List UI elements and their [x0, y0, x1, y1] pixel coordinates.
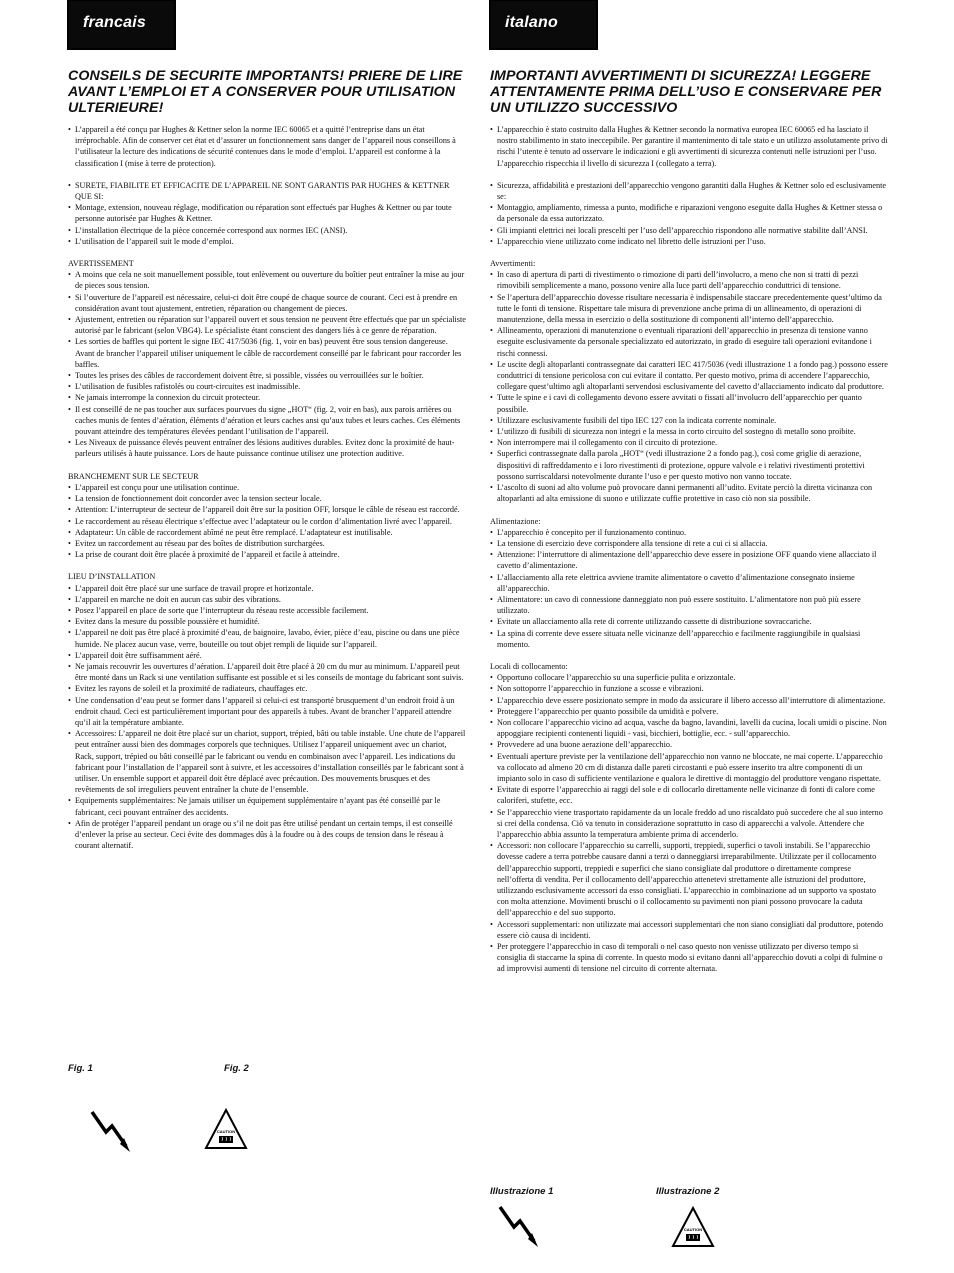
illustrazione2-label: Illustrazione 2 [656, 1186, 720, 1197]
list-item: • Se l’apertura dell’apparecchio dovesse risultare necessaria è indispensabile staccare precedentemente quest’ultimo da tutte le fonti di tensione. Rispettare tale misura di prevenzione anche prima di un allineamento, di operazioni di manutenzione, della messa in esercizio o della sostituzione di componenti all’interno dell’apparecchio. [490, 292, 889, 326]
list-item: • L’apparecchio deve essere posizionato sempre in modo da assicurare il libero accesso all’interruttore di alimentazione. [490, 695, 889, 706]
list-item: • Adaptateur: Un câble de raccordement abîmé ne peut être remplacé. L’adaptateur est inutilisable. [68, 527, 467, 538]
list-item: • L’ascolto di suoni ad alto volume può provocare danni permanenti all’udito. Evitate perciò la diretta vicinanza con altoparlanti ad alta emissione di suono e utilizzate cuffie protettive in caso ciò non sia possibile. [490, 482, 889, 504]
avvertimenti-list [490, 269, 889, 504]
list-item: • La prise de courant doit être placée à proximité de l’appareil et facile à atteindre. [68, 549, 467, 560]
lightning-bolt-icon [496, 1203, 540, 1249]
list-item: • Evitez dans la mesure du possible poussière et humidité. [68, 616, 467, 627]
lieu-list [68, 583, 467, 852]
locali-list [490, 672, 889, 974]
avertissement-list [68, 269, 467, 459]
garanzia-list [490, 180, 889, 247]
list-item: • Gli impianti elettrici nei locali prescelti per l’uso dell’apparecchio rispondono alle normative stabilite dall’ANSI. [490, 225, 889, 236]
tab-francais [68, 0, 175, 49]
list-item: • Equipements supplémentaires: Ne jamais utiliser un équipement supplémentaire n’ayant pas été conseillé par le fabricant, ceci pouvant entraîner des accidents. [68, 795, 467, 817]
intro-paragraph: • L’appareil a été conçu par Hughes & Kettner selon la norme IEC 60065 et a quitté l’entreprise dans un état irréprochable. Afin de conserver cet état et d’assurer un fonctionnement sans danger de l’appareil nous conseillons à l’utilisateur la lecture des indications de sécurité contenues dans le mode d’emploi. L’appareil est conforme à la classification I (mise à terre de protection). [68, 124, 467, 169]
section-label: LIEU D’INSTALLATION [68, 572, 156, 582]
list-item: • La spina di corrente deve essere situata nelle vicinanze dell’apparecchio e facilmente raggiungibile in qualsiasi momento. [490, 628, 889, 650]
intro-paragraph: • L’apparecchio è stato costruito dalla Hughes & Kettner secondo la normativa europea IEC 60065 ed ha lasciato il nostro stabilimento in stato ineccepibile. Per garantire il mantenimento di tale stato e un utilizzo assolutamente privo di rischi l’utente è tenuto ad osservare le indicazioni e gli avvertimenti di sicurezza contenuti nelle istruzioni per l’uso. L’apparecchio rispecchia il livello di sicurezza I (collegato a terra). [490, 124, 889, 169]
tab-label: francais [83, 14, 146, 31]
list-item: • Attenzione: l’interruttore di alimentazione dell’apparecchio deve essere in posizione OFF quando viene allacciato il cavetto d’alimentazione. [490, 549, 889, 571]
list-item: • Posez l’appareil en place de sorte que l’interrupteur du réseau reste accessible facilement. [68, 605, 467, 616]
section-label: AVERTISSEMENT [68, 259, 134, 269]
list-item: • In caso di apertura di parti di rivestimento o rimozione di parti dell’involucro, a meno che non si tratti di pezzi rimovibili semplicemente a mano, possono venire alla luce parti dell’apparecchio conduttrici di tensione. [490, 269, 889, 291]
tab-label: italano [505, 14, 558, 31]
list-item: • Accessoires: L’appareil ne doit être placé sur un chariot, support, trépied, bâti ou table instable. Une chute de l’appareil peut entraîner aussi bien des dommages corporels que techniques. Utilisez l’appareil uniquement avec un chariot, Rack, support, trépied ou bâti conseillé par le fabricant ou vendu en combinaison avec l’appareil. Les indications du fabricant pour l’installation de l’appareil sont à suivre, et les accessoires d’installation conseillés par le fabricant sont à utiliser. Un ensemble support et appareil doit être déplacé avec précaution. Des mouvements brusques et des revêtements de sol irreguliers peuvent entraîner la chute de l’ensemble. [68, 728, 467, 795]
list-item: • Les Niveaux de puissance élevés peuvent entraîner des lésions auditives durables. Evitez donc la proximité de haut-parleurs utilisés à haute puissance. Lors de haute puissance continue utilisez une protection auditive. [68, 437, 467, 459]
list-item: • Evitez un raccordement au réseau par des boîtes de distribution surchargées. [68, 538, 467, 549]
list-item: • L’apparecchio è concepito per il funzionamento continuo. [490, 527, 889, 538]
section-label: BRANCHEMENT SUR LE SECTEUR [68, 471, 199, 481]
list-item: • Toutes les prises des câbles de raccordement doivent être, si possible, vissées ou verrouillées sur le boîtier. [68, 370, 467, 381]
garantie-list [68, 180, 467, 247]
list-item: • Montage, extension, nouveau réglage, modification ou réparation sont effectués par Hughes & Kettner ou par toute personne autorisée par Hughes & Kettner. [68, 202, 467, 224]
list-item: • Evitez les rayons de soleil et la proximité de radiateurs, chauffages etc. [68, 683, 467, 694]
illustrazione1-label: Illustrazione 1 [490, 1186, 554, 1197]
heading-italiano: IMPORTANTI AVVERTIMENTI DI SICUREZZA! LEGGERE ATTENTAMENTE PRIMA DELL’USO E CONSERVARE PER UN UTILIZZO SUCCESSIVO [490, 68, 882, 116]
list-item: • Accessori: non collocare l’apparecchio su carrelli, supporti, treppiedi, superfici o tavoli instabili. Se l’apparecchio dovesse cadere a terra potrebbe causare danni a terzi o danneggiarsi irreparabilmente. Utilizzate per il collocamento dell’apparecchio supporti, treppiedi e superfici che siano consigliate dal produttore o direttamente comprese nell’offerta di vendita. Per il collocamento dell’apparecchio attenetevi strettamente alle istruzioni del produttore, utilizzando esclusivamente accessori da esso consigliati. L’apparecchio in combinazione ad un supporto va spostato con molta attenzione. Movimenti bruschi o il collocamento su pavimenti non piani possono provocare la caduta dell’apparecchio e del suo supporto. [490, 840, 889, 918]
list-item: • Opportuno collocare l’apparecchio su una superficie pulita e orizzontale. [490, 672, 889, 683]
list-item: • Superfici contrassegnate dalla parola „HOT“ (vedi illustrazione 2 a fondo pag.), così come griglie di aerazione, dispositivi di raffreddamento e i loro rivestimenti di protezione, oppure valvole e i relativi rivestimenti protettivi possono surriscaldarsi notevolmente durante l’uso e per questo motivo non vanno toccate. [490, 448, 889, 482]
heading-francais: CONSEILS DE SECURITE IMPORTANTS! PRIERE DE LIRE AVANT L’EMPLOI ET A CONSERVER POUR UTILISATION ULTERIEURE! [68, 68, 463, 116]
list-item: • Ajustement, entretien ou réparation sur l’appareil ouvert et sous tension ne peuvent être effectués que par un spécialiste autorisé par le fabricant (selon VBG4). Le spécialiste étant conscient des dangers liés à ce genre de réparation. [68, 314, 467, 336]
list-item: • Se l’apparecchio viene trasportato rapidamente da un locale freddo ad uno riscaldato può succedere che al suo interno si crei della condensa. Ciò va tenuto in considerazione soprattutto in caso di apparecchi a valvole. Attendere che l’apparecchio abbia assunto la temperatura ambiente prima di accenderlo. [490, 807, 889, 841]
list-item: • Attention: L’interrupteur de secteur de l’appareil doit être sur la position OFF, lorsque le câble de réseau est raccordé. [68, 504, 467, 515]
list-item: • L’appareil en marche ne doit en aucun cas subir des vibrations. [68, 594, 467, 605]
list-item: • Une condensation d’eau peut se former dans l’appareil si celui-ci est transporté brusquement d’un endroit froid à un endroit chaud. Ceci est particulièrement important pour des appareils à tubes. Avant de brancher l’appareil attendre qu’il ait la température ambiante. [68, 695, 467, 729]
list-item: • Alimentatore: un cavo di connessione danneggiato non può essere sostituito. L’alimentatore non può più essere utilizzato. [490, 594, 889, 616]
list-item: • La tension de fonctionnement doit concorder avec la tension secteur locale. [68, 493, 467, 504]
list-item: • SURETE, FIABILITE ET EFFICACITE DE L’APPAREIL NE SONT GARANTIS PAR HUGHES & KETTNER QUE SI: [68, 180, 467, 202]
caution-text: CAUTION [683, 1227, 703, 1232]
list-item: • Proteggere l’apparecchio per quanto possibile da umidità e polvere. [490, 706, 889, 717]
list-item: • L’appareil ne doit pas être placé à proximité d’eau, de baignoire, lavabo, évier, pièce d’eau, piscine ou dans une pièce humide. Ne placez aucun vase, verre, bouteille ou tout objet rempli de liquide sur l’appareil. [68, 627, 467, 649]
list-item: • Le uscite degli altoparlanti contrassegnate dai caratteri IEC 417/5036 (vedi illustrazione 1 a fondo pag.) possono essere conduttrici di tensione pericolosa con cui evitare il contatto. Per questo motivo, prima di accendere l’apparecchio, collegare quest’ultimo agli altoparlanti servendosi esclusivamente del cavetto d’allacciamento indicato dal produttore. [490, 359, 889, 393]
list-item: • L’appareil doit être placé sur une surface de travail propre et horizontale. [68, 583, 467, 594]
list-item: • Les sorties de baffles qui portent le signe IEC 417/5036 (fig. 1, voir en bas) peuvent être sous tension dangereuse. Avant de brancher l’appareil utiliser uniquement le câble de raccordement conseillé par le fabricant pour raccorder les baffles. [68, 336, 467, 370]
fig2-label: Fig. 2 [224, 1063, 249, 1074]
list-item: • Ne jamais interrompe la connexion du circuit protecteur. [68, 392, 467, 403]
list-item: • L’appareil est conçu pour une utilisation continue. [68, 482, 467, 493]
section-label: Avvertimenti: [490, 259, 536, 269]
list-item: • L’appareil doit être suffisamment aéré. [68, 650, 467, 661]
list-item: • L’utilisation de fusibles rafistolés ou court-circuites est inadmissible. [68, 381, 467, 392]
list-item: • A moins que cela ne soit manuellement possible, tout enlèvement ou ouverture du boîtier peut entraîner la mise au jour de pieces sous tension. [68, 269, 467, 291]
list-item: • Accessori supplementari: non utilizzate mai accessori supplementari che non siano consigliati dal produttore, potendo essere ciò causa di incidenti. [490, 919, 889, 941]
body-francais [68, 124, 467, 851]
section-label: Locali di collocamento: [490, 661, 568, 671]
lightning-bolt-icon [88, 1108, 132, 1154]
list-item: • Afin de protéger l’appareil pendant un orage ou s’il ne doit pas être utilisé pendant un certain temps, il est conseillé d’enlever la prise au secteur. Ceci évite des dommages dûs à la foudre ou à des coups de tension dans le réseau à courant alternatif. [68, 818, 467, 852]
section-label: Alimentazione: [490, 516, 541, 526]
list-item: • Utilizzare esclusivamente fusibili del tipo IEC 127 con la indicata corrente nominale. [490, 415, 889, 426]
list-item: • Evitate di esporre l’apparecchio ai raggi del sole e di collocarlo direttamente nelle vicinanze di fonti di calore come caloriferi, stufette, ecc. [490, 784, 889, 806]
list-item: • Evitate un allacciamento alla rete di corrente utilizzando cassette di distribuzione sovraccariche. [490, 616, 889, 627]
hot-surface-warning-icon [670, 1206, 716, 1248]
list-item: • Sicurezza, affidabilità e prestazioni dell’apparecchio vengono garantiti dalla Hughes & Kettner solo ed esclusivamente se: [490, 180, 889, 202]
list-item: • La tensione di esercizio deve corrispondere alla tensione di rete a cui ci si allaccia. [490, 538, 889, 549]
fig1-label: Fig. 1 [68, 1063, 93, 1074]
list-item: • Montaggio, ampliamento, rimessa a punto, modifiche e riparazioni vengono eseguite dalla Hughes & Kettner stessa o da personale da essa autorizzato. [490, 202, 889, 224]
list-item: • Il est conseillé de ne pas toucher aux surfaces pourvues du signe „HOT“ (fig. 2, voir en bas), aux parois arrières ou caches munis de fentes d’aération, éléments d’aération et leurs caches ansi qu’aux tubes et leurs caches. Ces éléments pouvant atteindre des températures élevées pendant l’utilisation de l’appareil. [68, 404, 467, 438]
list-item: • Allineamento, operazioni di manutenzione o eventuali riparazioni dell’apparecchio in presenza di tensione vanno eseguite esclusivamente da personale specializzato ed autorizzato, in grado di eseguire tali operazioni evitandone i rischi connessi. [490, 325, 889, 359]
tab-italiano [490, 0, 597, 49]
list-item: • Per proteggere l’apparecchio in caso di temporali o nel caso questo non venisse utilizzato per diverso tempo si consiglia di staccarne la spina di corrente. In questo modo si evitano danni all’apparecchio dovuti a colpi di fulmine o ad improvvisi aumenti di tensione nel circuito di corrente alternata. [490, 941, 889, 975]
list-item: • L’utilisation de l’appareil suit le mode d’emploi. [68, 236, 467, 247]
list-item: • Non interrompere mai il collegamento con il circuito di protezione. [490, 437, 889, 448]
list-item: • Ne jamais recouvrir les ouvertures d’aération. L’appareil doit être placé à 20 cm du mur au minimum. L’appareil peut être monté dans un Rack si une ventilation suffisante est possible et si les conseils de montage du fabricant sont suivis. [68, 661, 467, 683]
list-item: • L’apparecchio viene utilizzato come indicato nel libretto delle istruzioni per l’uso. [490, 236, 889, 247]
list-item: • Si l’ouverture de l’appareil est nécessaire, celui-ci doit être coupé de chaque source de courant. Ceci est à prendre en considération avant tout ajustement, entretien, réparation ou changement de pieces. [68, 292, 467, 314]
body-italiano [490, 124, 889, 975]
caution-text: CAUTION [216, 1129, 236, 1134]
list-item: • L’allacciamento alla rete elettrica avviene tramite alimentatore o cavetto d’alimentazione consegnato insieme all’apparecchio. [490, 572, 889, 594]
list-item: • Non sottoporre l’apparecchio in funzione a scosse e vibrazioni. [490, 683, 889, 694]
list-item: • Eventuali aperture previste per la ventilazione dell’apparecchio non vanno ne bloccate, ne mai coperte. L’apparecchio va collocato ad almeno 20 cm di distanza dalle pareti circostanti e può essere inserito tra altre componenti di un impianto solo in caso di sufficiente ventilazione e qualora le direttive di montaggio del produttore vengano rispettate. [490, 751, 889, 785]
list-item: • L’utilizzo di fusibili di sicurezza non integri e la messa in corto circuito del sostegno di metallo sono proibite. [490, 426, 889, 437]
list-item: • Provvedere ad una buone aerazione dell’apparecchio. [490, 739, 889, 750]
branchement-list [68, 482, 467, 560]
list-item: • Tutte le spine e i cavi di collegamento devono essere avvitati o fissati all’involucro dell’apparecchio per quanto possibile. [490, 392, 889, 414]
list-item: • Le raccordement au réseau électrique s’effectue avec l’adaptateur ou le cordon d’alimentation livré avec l’appareil. [68, 516, 467, 527]
alimentazione-list [490, 527, 889, 650]
list-item: • L’installation électrique de la pièce concernée correspond aux normes IEC (ANSI). [68, 225, 467, 236]
hot-surface-warning-icon [204, 1108, 248, 1150]
list-item: • Non collocare l’apparecchio vicino ad acqua, vasche da bagno, lavandini, lavelli da cucina, locali umidi o piscine. Non appoggiare recipienti contenenti liquidi - vasi, bicchieri, bottiglie, ecc. - sull’apparecchio. [490, 717, 889, 739]
